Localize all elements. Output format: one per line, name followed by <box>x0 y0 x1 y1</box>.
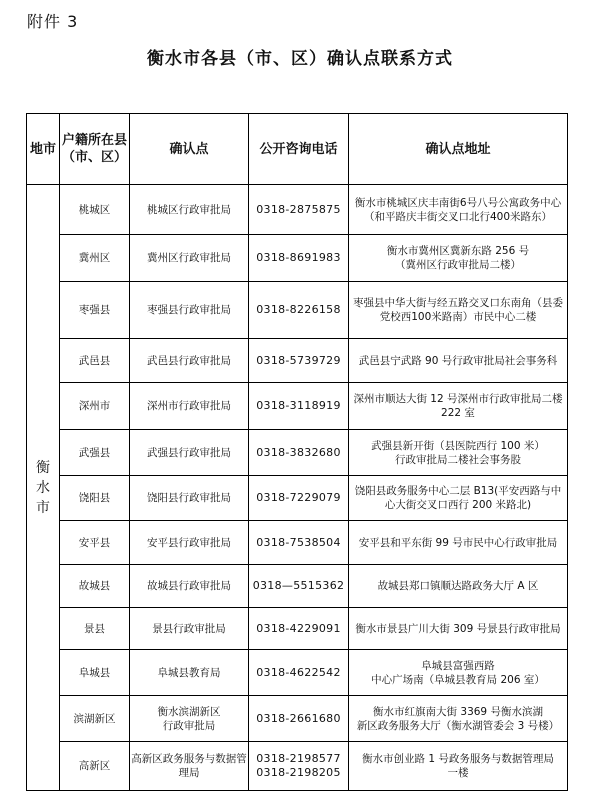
point-cell <box>130 696 249 742</box>
address-cell-line: 衡水市景县广川大街 309 号景县行政审批局 <box>355 622 561 635</box>
phone-cell-line: 0318-7229079 <box>256 491 341 504</box>
phone-cell <box>249 521 349 565</box>
phone-cell <box>249 430 349 476</box>
address-cell-line: 党校西100米路南）市民中心二楼 <box>379 311 537 323</box>
address-cell <box>349 282 568 339</box>
point-cell <box>130 185 249 235</box>
point-cell <box>130 650 249 696</box>
address-cell <box>349 235 568 282</box>
address-cell-line: 阜城县富强西路 <box>421 659 495 672</box>
address-cell-line: 枣强县中华大街与经五路交叉口东南角（县委 <box>353 297 563 309</box>
address-cell <box>349 521 568 565</box>
phone-cell <box>249 696 349 742</box>
address-cell-line: 武邑县宁武路 90 号行政审批局社会事务科 <box>358 354 558 367</box>
address-cell <box>349 430 568 476</box>
header-phone: 公开咨询电话 <box>249 114 349 185</box>
city-name: 衡水市 <box>36 459 50 516</box>
phone-cell-line: 0318-2198205 <box>256 766 341 779</box>
point-cell-line: 安平县行政审批局 <box>147 536 231 549</box>
point-cell-line: 高新区政务服务与数据管 <box>131 753 247 765</box>
county-cell: 桃城区 <box>60 185 130 235</box>
address-cell-line: 衡水市红旗南大街 3369 号衡水滨湖 <box>373 705 543 718</box>
point-cell-line: 衡水滨湖新区 <box>157 705 221 718</box>
phone-cell <box>249 742 349 791</box>
city-cell <box>27 185 60 791</box>
point-cell <box>130 430 249 476</box>
table-row <box>27 650 568 696</box>
table-row <box>27 282 568 339</box>
county-cell: 阜城县 <box>60 650 130 696</box>
phone-cell-line: 0318-2198577 <box>256 752 341 765</box>
table-row <box>27 565 568 608</box>
address-cell <box>349 650 568 696</box>
phone-cell-line: 0318-5739729 <box>256 353 341 367</box>
phone-cell-line: 0318—5515362 <box>252 579 345 592</box>
phone-cell <box>249 185 349 235</box>
point-cell-line: 故城县行政审批局 <box>147 580 231 592</box>
point-cell <box>130 521 249 565</box>
address-cell-line: 一楼 <box>447 767 469 779</box>
phone-cell-line: 0318-8691983 <box>256 251 341 264</box>
header-city: 地市 <box>27 114 60 185</box>
address-cell-line: 222 室 <box>441 407 475 419</box>
address-cell <box>349 476 568 521</box>
phone-cell-line: 0318-4622542 <box>256 665 341 679</box>
address-cell-line: 武强县新开街（县医院西行 100 米） <box>371 439 545 452</box>
address-cell-line: 饶阳县政务服务中心二层 B13(平安西路与中 <box>354 485 562 497</box>
address-cell <box>349 339 568 383</box>
county-cell: 深州市 <box>60 383 130 430</box>
table-row <box>27 696 568 742</box>
phone-cell <box>249 565 349 608</box>
point-cell <box>130 235 249 282</box>
phone-cell <box>249 282 349 339</box>
table-row <box>27 476 568 521</box>
address-cell <box>349 608 568 650</box>
page-title: 衡水市各县（市、区）确认点联系方式 <box>147 49 453 69</box>
point-cell-line: 武强县行政审批局 <box>147 446 231 459</box>
table-row <box>27 430 568 476</box>
phone-cell-line: 0318-8226158 <box>256 303 341 316</box>
phone-cell <box>249 339 349 383</box>
header-point: 确认点 <box>130 114 249 185</box>
address-cell-line: 衡水市创业路 1 号政务服务与数据管理局 <box>362 753 554 765</box>
address-cell <box>349 696 568 742</box>
phone-cell-line: 0318-2875875 <box>256 202 341 216</box>
point-cell-line: 枣强县行政审批局 <box>147 304 231 316</box>
county-cell: 枣强县 <box>60 282 130 339</box>
phone-cell <box>249 235 349 282</box>
point-cell <box>130 742 249 791</box>
address-cell-line: 故城县郑口镇顺达路政务大厅 A 区 <box>377 580 539 592</box>
point-cell <box>130 339 249 383</box>
point-cell-line: 武邑县行政审批局 <box>147 354 231 367</box>
table-row <box>27 339 568 383</box>
table-row <box>27 742 568 791</box>
county-cell: 景县 <box>60 608 130 650</box>
address-cell-line: （和平路庆丰街交叉口北行400米路东） <box>363 210 553 223</box>
county-cell: 高新区 <box>60 742 130 791</box>
address-cell-line: 衡水市冀州区冀新东路 256 号 <box>386 245 530 257</box>
phone-cell <box>249 650 349 696</box>
county-cell: 故城县 <box>60 565 130 608</box>
address-cell-line: 中心广场南（阜城县教育局 206 室） <box>371 673 545 686</box>
point-cell-line: 理局 <box>178 767 200 779</box>
address-cell-line: 安平县和平东街 99 号市民中心行政审批局 <box>358 536 558 549</box>
table-row <box>27 235 568 282</box>
county-cell: 安平县 <box>60 521 130 565</box>
point-cell <box>130 383 249 430</box>
point-cell-line: 饶阳县行政审批局 <box>147 492 231 504</box>
address-cell <box>349 383 568 430</box>
address-cell-line: 衡水市桃城区庆丰南街6号八号公寓政务中心 <box>354 196 562 209</box>
address-cell <box>349 742 568 791</box>
point-cell-line: 阜城县教育局 <box>157 666 221 679</box>
point-cell <box>130 476 249 521</box>
address-cell-line: 行政审批局二楼社会事务股 <box>395 453 521 466</box>
point-cell-line: 行政审批局 <box>162 719 216 732</box>
county-cell: 武强县 <box>60 430 130 476</box>
county-cell: 滨湖新区 <box>60 696 130 742</box>
header-row <box>27 114 568 185</box>
point-cell <box>130 608 249 650</box>
county-cell: 饶阳县 <box>60 476 130 521</box>
address-cell <box>349 565 568 608</box>
table-row <box>27 521 568 565</box>
address-cell-line: 新区政务服务大厅（衡水湖管委会 3 号楼） <box>356 719 560 732</box>
table-body <box>27 185 568 791</box>
address-cell-line: （冀州区行政审批局二楼） <box>395 259 521 271</box>
header-address: 确认点地址 <box>349 114 568 185</box>
point-cell-line: 冀州区行政审批局 <box>147 252 231 264</box>
contact-table <box>26 113 568 791</box>
point-cell <box>130 565 249 608</box>
point-cell-line: 景县行政审批局 <box>152 622 226 635</box>
phone-cell <box>249 608 349 650</box>
phone-cell <box>249 383 349 430</box>
address-cell-line: 深州市顺达大街 12 号深州市行政审批局二楼 <box>353 393 563 405</box>
county-cell: 冀州区 <box>60 235 130 282</box>
county-cell: 武邑县 <box>60 339 130 383</box>
annex-label: 附件 3 <box>27 12 79 31</box>
point-cell <box>130 282 249 339</box>
phone-cell-line: 0318-2661680 <box>256 711 341 725</box>
table-row <box>27 185 568 235</box>
phone-cell-line: 0318-4229091 <box>256 621 341 635</box>
address-cell-line: 心大街交叉口西行 200 米路北) <box>384 499 532 511</box>
phone-cell <box>249 476 349 521</box>
phone-cell-line: 0318-7538504 <box>256 535 341 549</box>
point-cell-line: 桃城区行政审批局 <box>147 203 231 216</box>
address-cell <box>349 185 568 235</box>
header-county: 户籍所在县（市、区） <box>60 114 130 185</box>
table-row <box>27 383 568 430</box>
point-cell-line: 深州市行政审批局 <box>147 400 231 412</box>
phone-cell-line: 0318-3832680 <box>256 445 341 459</box>
phone-cell-line: 0318-3118919 <box>256 399 341 412</box>
table-row <box>27 608 568 650</box>
